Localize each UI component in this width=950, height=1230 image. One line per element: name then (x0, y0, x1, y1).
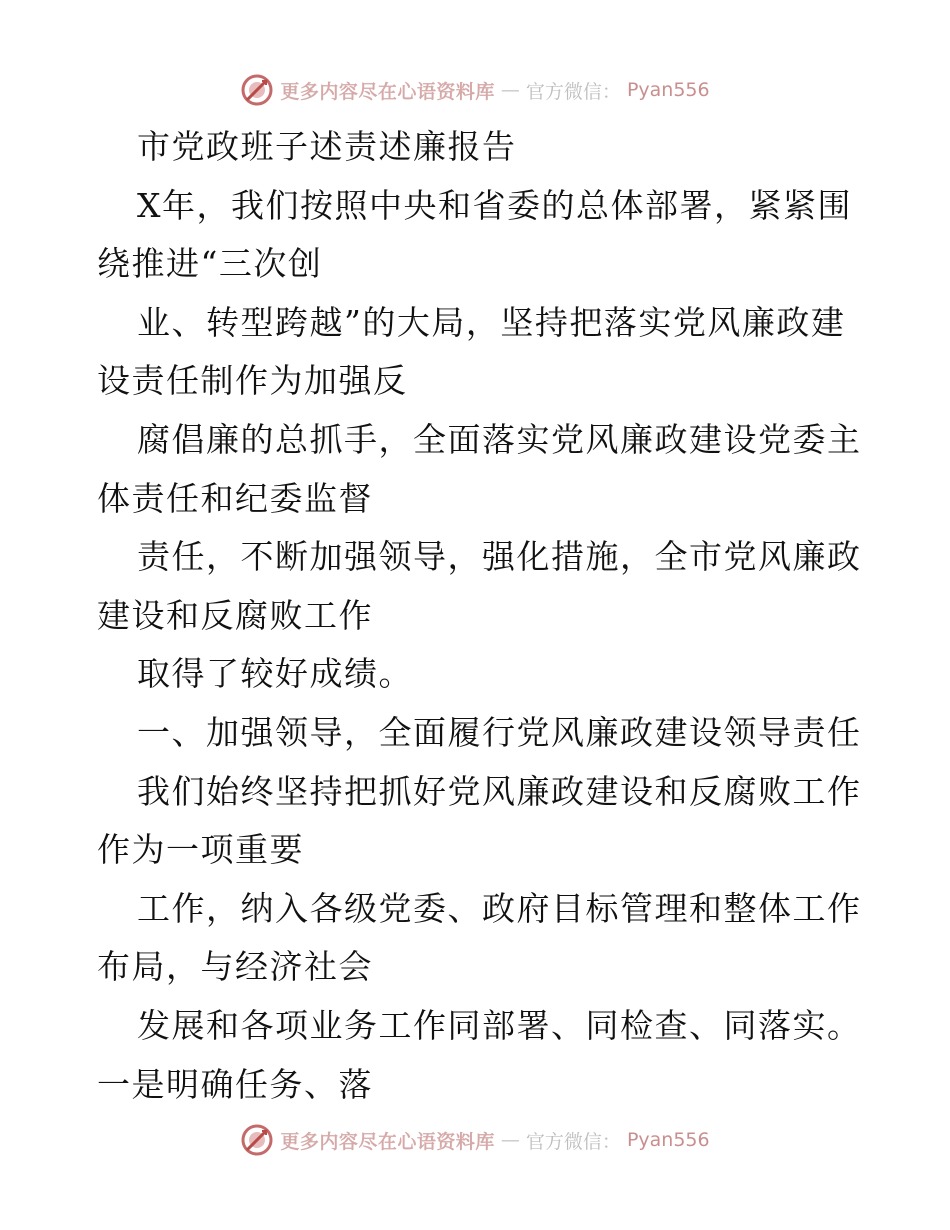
paragraph-line: 腐倡廉的总抓手，全面落实党风廉政建设党委主 (137, 419, 862, 459)
paragraph-line: 体责任和纪委监督 (97, 478, 373, 518)
watermark-official: 官方微信： (525, 1130, 621, 1153)
paragraph-line: 业、转型跨越”的大局，坚持把落实党风廉政建 (137, 302, 846, 342)
paragraph-line: 绕推进“三次创 (97, 244, 323, 284)
paragraph-line: 我们始终坚持把抓好党风廉政建设和反腐败工作 (137, 771, 862, 811)
paragraph-line: 一是明确任务、落 (97, 1064, 373, 1104)
paragraph-line: 布局，与经济社会 (97, 947, 373, 987)
brand-logo-icon (240, 1123, 274, 1157)
watermark-brand: 更多内容尽在心语资料库 (280, 1130, 495, 1153)
brand-logo-icon (240, 73, 274, 107)
watermark-handle: Pyan556 (626, 1129, 710, 1151)
paragraph-line: 设责任制作为加强反 (97, 361, 408, 401)
footer-watermark (0, 1120, 950, 1160)
paragraph-line: 发展和各项业务工作同部署、同检查、同落实。 (137, 1005, 862, 1045)
paragraph-line: 取得了较好成绩。 (137, 654, 413, 694)
header-watermark (0, 70, 950, 110)
watermark-handle: Pyan556 (626, 79, 710, 101)
section-heading: 一、加强领导，全面履行党风廉政建设领导责任 (137, 712, 862, 752)
document-body (97, 118, 862, 1114)
document-title: 市党政班子述责述廉报告 (137, 127, 517, 166)
paragraph-line: 责任，不断加强领导，强化措施，全市党风廉政 (137, 537, 862, 577)
paragraph-line: X年，我们按照中央和省委的总体部署，紧紧围 (137, 185, 852, 225)
watermark-separator: — (500, 1129, 520, 1151)
watermark-separator: — (500, 79, 520, 101)
watermark-brand: 更多内容尽在心语资料库 (280, 80, 495, 103)
paragraph-line: 建设和反腐败工作 (97, 595, 373, 635)
paragraph-line: 作为一项重要 (97, 830, 304, 870)
paragraph-line: 工作，纳入各级党委、政府目标管理和整体工作 (137, 888, 862, 928)
watermark-official: 官方微信： (525, 80, 621, 103)
